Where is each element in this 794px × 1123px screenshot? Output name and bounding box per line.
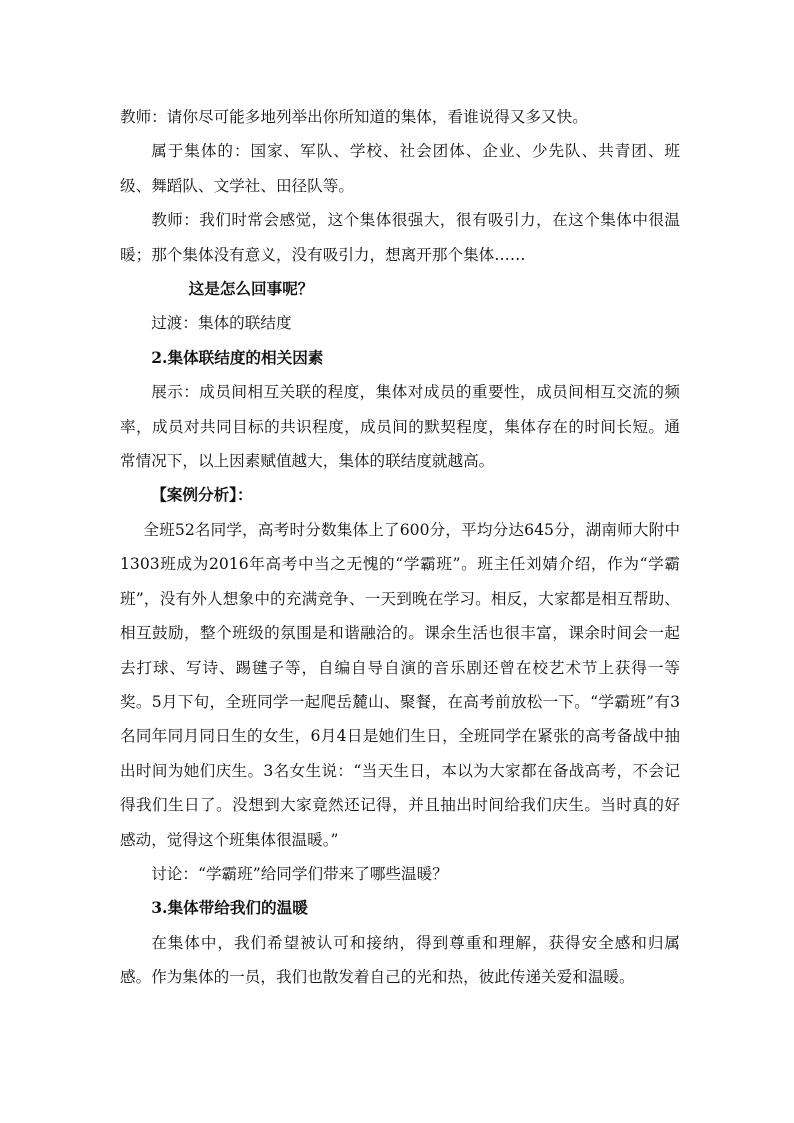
paragraph-case-story: 全班52名同学，高考时分数集体上了600分，平均分达645分，湖南师大附中1303班成为2016年高考中当之无愧的“学霸班”。班主任刘婧介绍，作为“学霸班”，没有外人想象中的充满竞争、一天到晚在学习。相反，大家都是相互帮助、相互鼓励，整个班级的氛围是和谐融洽的。课余生活也很丰富，课余时间会一起去打球、写诗、踢毽子等，自编自导自演的音乐剧还曾在校艺术节上获得一等奖。5月下旬，全班同学一起爬岳麓山、聚餐，在高考前放松一下。“学霸班”有3名同年同月同日生的女生，6月4日是她们生日，全班同学在紧张的高考备战中抽出时间为她们庆生。3名女生说：“当天生日，本以为大家都在备战高考，不会记得我们生日了。没想到大家竟然还记得，并且抽出时间给我们庆生。当时真的好感动，觉得这个班集体很温暖。” xyxy=(120,520,680,849)
section-heading-2: 2.集体联结度的相关因素 xyxy=(151,347,324,367)
paragraph-transition: 过渡：集体的联结度 xyxy=(151,314,292,333)
paragraph-display-factors: 展示：成员间相互关联的程度，集体对成员的重要性，成员间相互交流的频率，成员对共同目标的共识程度，成员间的默契程度，集体存在的时间长短。通常情况下，以上因素赋值越大，集体的联结度就越高。 xyxy=(120,383,680,471)
paragraph-teacher-prompt: 教师：请你尽可能多地列举出你所知道的集体，看谁说得又多又快。 xyxy=(120,108,588,126)
paragraph-question: 这是怎么回事呢？ xyxy=(188,279,314,299)
paragraph-collective-examples: 属于集体的：国家、军队、学校、社会团体、企业、少先队、共青团、班级、舞蹈队、文学社、田径队等。 xyxy=(120,142,680,195)
case-analysis-heading: 【案例分析】： xyxy=(151,485,253,505)
document-body xyxy=(120,100,680,995)
paragraph-discussion: 讨论：“学霸班”给同学们带来了哪些温暖？ xyxy=(151,864,448,883)
section-heading-3: 3.集体带给我们的温暖 xyxy=(151,898,308,918)
paragraph-teacher-feeling: 教师：我们时常会感觉，这个集体很强大，很有吸引力，在这个集体中很温暖；那个集体没有意义，没有吸引力，想离开那个集体…… xyxy=(120,211,680,264)
paragraph-warmth: 在集体中，我们希望被认可和接纳，得到尊重和理解，获得安全感和归属感。作为集体的一员，我们也散发着自己的光和热，彼此传递关爱和温暖。 xyxy=(120,933,680,987)
